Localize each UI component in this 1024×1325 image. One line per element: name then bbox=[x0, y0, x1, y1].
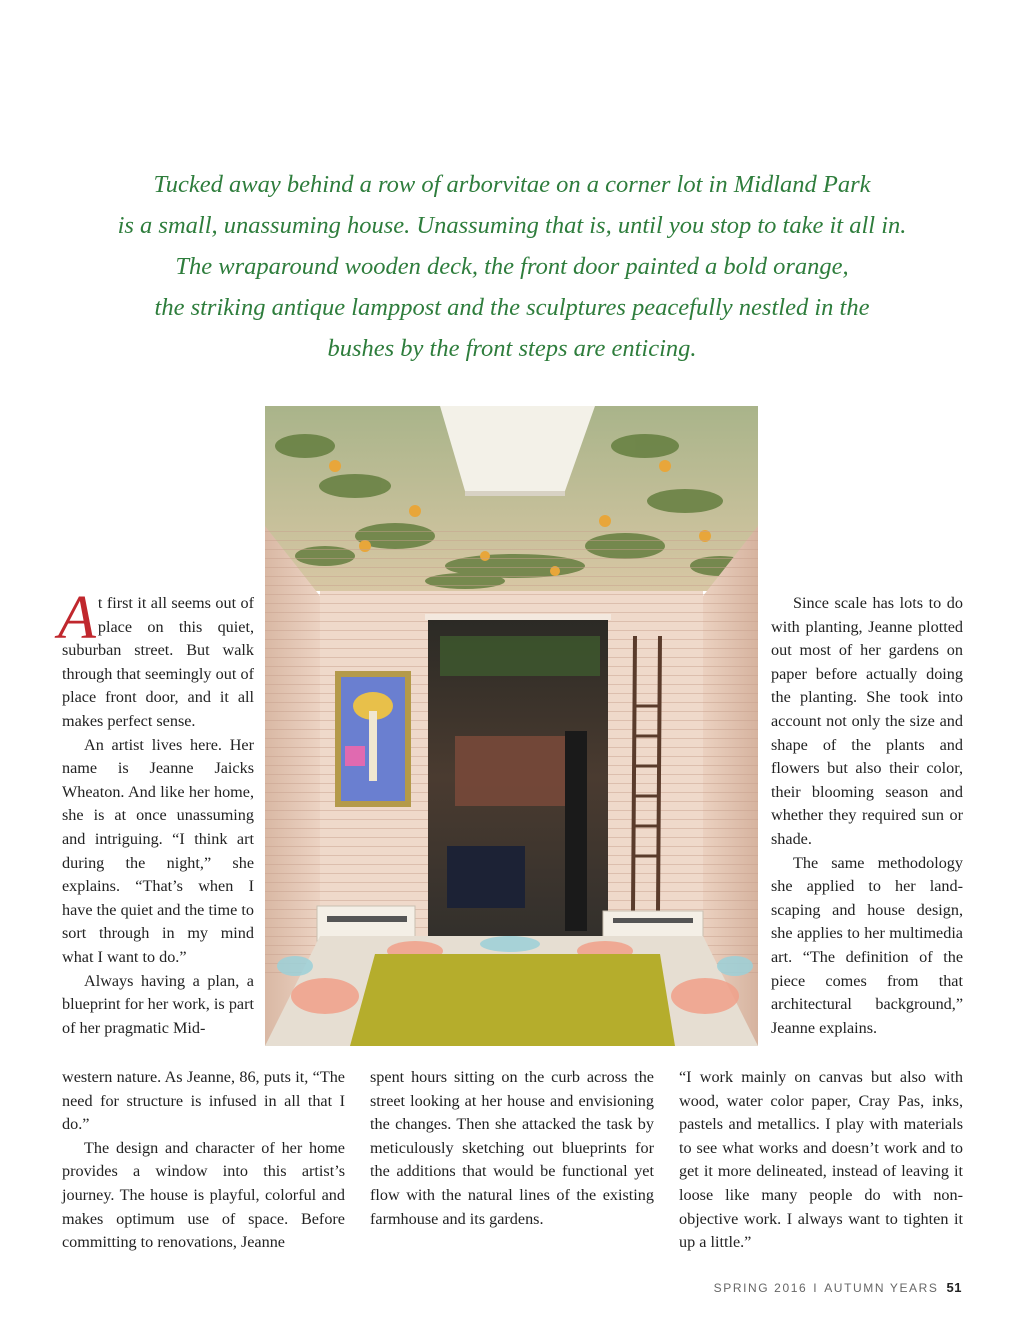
article-paragraph: At first it all seems out of place on this quiet, suburban street. But walk through that seemingly out of place front door, and it all makes perfect sense. bbox=[58, 584, 254, 730]
article-paragraph: The same methodology she applied to her landscaping and house design, she applies to her multimedia art. “The definition of the piece comes from that architectural background,” Jeanne explains. bbox=[771, 853, 963, 1037]
intro-line: bushes by the front steps are enticing. bbox=[327, 335, 697, 362]
footer-separator: I bbox=[813, 1281, 819, 1295]
article-paragraph: The design and character of her home provides a window into this artist’s journey. The house is playful, colorful and makes optimum use of space. Before committing to renovations, Jeanne bbox=[62, 1138, 345, 1252]
intro-line: is a small, unassuming house. Unassuming that is, until you stop to take it all in. bbox=[117, 212, 907, 239]
publication-name: AUTUMN YEARS bbox=[824, 1281, 939, 1295]
intro-deck bbox=[70, 164, 954, 369]
issue-label: SPRING 2016 bbox=[713, 1281, 808, 1295]
article-paragraph: “I work mainly on canvas but also with wood, water color paper, Cray Pas, inks, pastels and metallics. I play with materials to see what works and doesn’t work and to get it more delineated, instead of leaving it loose like many people do with non-objective work. I always want to tighten it up a little.” bbox=[679, 1068, 963, 1252]
article-paragraph: spent hours sitting on the curb across the street looking at her house and envisioning the changes. Then she attacked the task by meticulously sketching out blueprints for the additions that would be functional yet flow with the natural lines of the existing farmhouse and its gardens. bbox=[370, 1068, 654, 1228]
hallway-photo bbox=[265, 406, 758, 1046]
article-column-left-bottom bbox=[62, 1066, 345, 1255]
page-footer bbox=[714, 1280, 962, 1295]
article-column-right-top bbox=[771, 592, 963, 1040]
intro-line: The wraparound wooden deck, the front door painted a bold orange, bbox=[175, 253, 849, 280]
article-column-middle bbox=[370, 1066, 654, 1231]
intro-line: the striking antique lamppost and the sculptures peacefully nestled in the bbox=[154, 294, 870, 321]
intro-line: Tucked away behind a row of arborvitae on a corner lot in Midland Park bbox=[153, 171, 871, 198]
article-paragraph: An artist lives here. Her name is Jeanne Jaicks Wheaton. And like her home, she is at once unassuming and intriguing. “I think art during the night,” she explains. “That’s when I have the quiet and the time to sort through in my mind what I want to do.” bbox=[62, 735, 254, 966]
drop-cap: A bbox=[58, 584, 96, 652]
article-paragraph: western nature. As Jeanne, 86, puts it, “The need for structure is infused in all that I do.” bbox=[62, 1068, 345, 1134]
page-number: 51 bbox=[946, 1280, 962, 1295]
article-paragraph: Always having a plan, a blueprint for her work, is part of her pragmatic Mid- bbox=[62, 971, 254, 1037]
article-column-left-top bbox=[58, 584, 254, 1040]
article-column-right-bottom bbox=[679, 1066, 963, 1255]
article-paragraph: Since scale has lots to do with planting, Jeanne plotted out most of her gardens on paper before actually doing the planting. She took into account not only the size and shape of the plants and flowers but also their color, their blooming season and whether they required sun or shade. bbox=[771, 594, 963, 848]
